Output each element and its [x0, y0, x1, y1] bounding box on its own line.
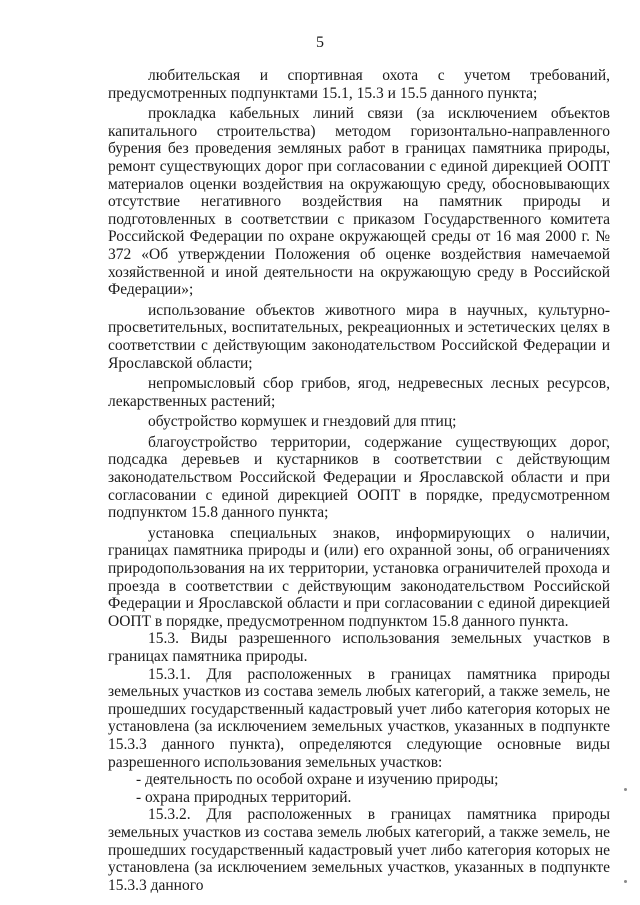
- list-item-nature-protection: - деятельность по особой охране и изучению природы;: [136, 771, 499, 789]
- scan-mark: [624, 880, 627, 883]
- paragraph-wildlife-use: использование объектов животного мира в научных, культурно-просветительных, воспитательных, рекреационных и эстетических целях в соответствии с действующим законодательством Российской Федерации и Ярославской области;: [108, 301, 610, 372]
- paragraph-15-3-1: 15.3.1. Для расположенных в границах памятника природы земельных участков из состава земель любых категорий, а также земель, не прошедших государственный кадастровый учет либо категория которых не установлена (за исключением земельных участков, указанных в подпункте 15.3.3 данного пункта), определяются следующие основные виды разрешенного использования земельных участков:: [108, 665, 610, 771]
- paragraph-landscaping: благоустройство территории, содержание существующих дорог, подсадка деревьев и кустарников в соответствии с действующим законодательством Российской Федерации и Ярославской области и при согласовании с единой дирекцией ООПТ в порядке, предусмотренном подпунктом 15.8 данного пункта;: [108, 433, 610, 522]
- scan-mark: [624, 788, 627, 791]
- body-text: [108, 67, 610, 894]
- list-item-natural-territories: - охрана природных территорий.: [136, 788, 352, 806]
- paragraph-cable-lines: прокладка кабельных линий связи (за исключением объектов капитального строительства) методом горизонтально-направленного бурения без проведения земляных работ в границах памятника природы, ремонт существующих дорог при согласовании с единой дирекцией ООПТ материалов оценки воздействия на окружающую среду, обосновывающих отсутствие негативного воздействия на памятник природы и подготовленных в соответствии с приказом Государственного комитета Российской Федерации по охране окружающей среды от 16 мая 2000 г. № 372 «Об утверждении Положения об оценке воздействия намечаемой хозяйственной и иной деятельности на окружающую среду в Российской Федерации»;: [108, 105, 610, 299]
- paragraph-gathering: непромысловый сбор грибов, ягод, недревесных лесных ресурсов, лекарственных растений;: [108, 375, 610, 410]
- paragraph-15-3-2: 15.3.2. Для расположенных в границах памятника природы земельных участков из состава земель любых категорий, а также земель, не прошедших государственный кадастровый учет либо категория которых не установлена (за исключением земельных участков, указанных в подпункте 15.3.3 данного: [108, 806, 610, 894]
- paragraph-bird-feeders: обустройство кормушек и гнездовий для птиц;: [148, 413, 457, 431]
- page-number: 5: [316, 34, 324, 51]
- paragraph-hunting: любительская и спортивная охота с учетом требований, предусмотренных подпунктами 15.1, 15.3 и 15.5 данного пункта;: [108, 67, 610, 102]
- paragraph-signs: установка специальных знаков, информирующих о наличии, границах памятника природы и (или) его охранной зоны, об ограничениях природопользования на их территории, установка ограничителей прохода и проезда в соответствии с действующим законодательством Российской Федерации и Ярославской области и при согласовании с единой дирекцией ООПТ в порядке, предусмотренном подпунктом 15.8 данного пункта.: [108, 524, 610, 630]
- paragraph-15-3: 15.3. Виды разрешенного использования земельных участков в границах памятника природы.: [108, 630, 610, 665]
